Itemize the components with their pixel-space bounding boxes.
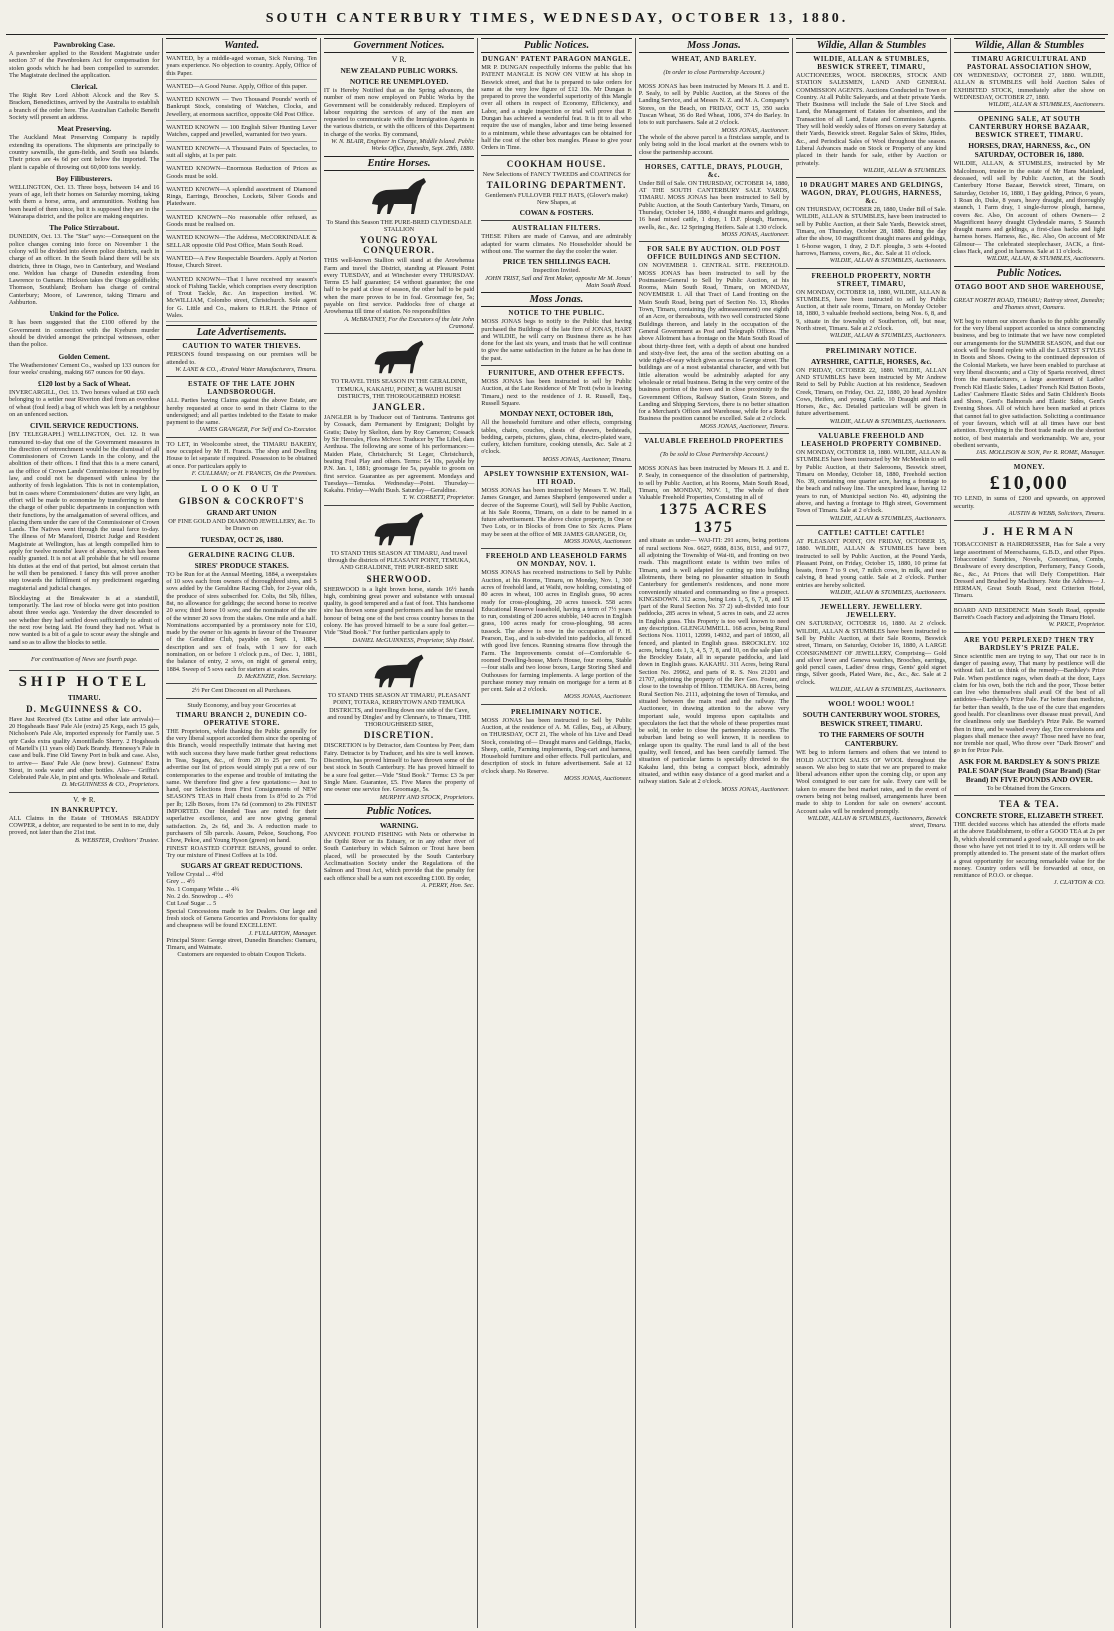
news-item-title: The Police Stirrabout. (49, 223, 120, 233)
warning-title: WARNING. (379, 820, 419, 830)
wool-ad (796, 700, 946, 829)
wanted-ad: WANTED KNOWN—The Address, McCORKINDALE & SELLAR opposite Old Post Office, Main South Road. (166, 234, 316, 252)
cattle-body: AT PLEASANT POINT, ON FRIDAY, OCTOBER 15, 1880. WILDIE, ALLAN & STUMBLES have been instructed to sell by Public Auction, at the Pound Yards, Pleasant Point, on Friday, October 15, 1880, 10 prime fat beasts, from 7 to 9 cwt, 7 milch cows, in milk, and near calving, 8 head young cattle. Sale at 2 o'clock. Further entries are hereby solicited. (796, 537, 947, 589)
farms-body: MOSS JONAS has received instructions to Sell by Public Auction, at his Rooms, Timaru, on Monday, Nov. 1, 300 acres of freehold land, at Waihi, now holding, consisting of 80 acres in wheat, 100 acres in English grass, 90 acres ready for cross-ploughing, 20 acres tussock. 558 acres Educational Reserve leasehold, having a term of 7½ years to run, consisting of 200 acres stubble, 140 acres in English grass, 100 acres ready for cross-ploughing, 98 acres tussock. The above is now in the occupation of P. H. Pearson, Esq., and is sub-divided into paddocks, all fenced with good live fences. Running streams flow through the Farm. The Improvements consist of—Comfortable 6-roomed Dwelling-house, Men's House, four rooms, Stable—four stalls and two loose boxes, Large Storing Shed and Outhouses for farming implements. A large portion of the purchase money may remain on mortgage for a term at 8 per cent. Sale at 2 o'clock. (481, 569, 632, 694)
news-item-body: The Auckland Meat Preserving Company is rapidly extending its operations. The shipments are principally to country sawmills, the gum-fields, and South sea Islands. Their prices are 4s 6d per cent below the imported. The plant is capable of throwing out 60,000 tons weekly. (9, 134, 160, 171)
otago-boot-ad (954, 283, 1105, 457)
filters-title: AUSTRALIAN FILTERS. (512, 224, 601, 233)
store-principal: Principal Store: George street, Dunedin Branches: Oamaru, Timaru, and Waimate. (166, 936, 317, 952)
cookham-title: COOKHAM HOUSE. (506, 158, 607, 169)
draught-ad (796, 181, 946, 264)
apsley-title: APSLEY TOWNSHIP EXTENSION, WAI-ITI ROAD. (483, 469, 630, 486)
columns (6, 38, 1108, 1628)
filters-price: PRICE TEN SHILLINGS EACH. (502, 257, 611, 267)
horse-illustration (367, 337, 431, 375)
sherwood-ad (324, 509, 474, 644)
news-item-body: WELLINGTON, Oct. 13. Three boys, between 14 and 16 years of age, left their homes on Saturday morning, taking with them a horse, arms, and ammunition. Nothing has been heard of them since, but it is supposed they are in the Wairarapa district, and the police are making enquiries. (9, 183, 160, 221)
cattle-sign: WILDIE, ALLAN & STUMBLES, Auctioneers. (829, 589, 947, 597)
north-street-sign: WILDIE, ALLAN & STUMBLES, Auctioneers. (829, 332, 947, 340)
masthead (6, 4, 1108, 35)
bardsley-ask: ASK FOR M. BARDSLEY & SON'S PRIZE PALE SOAP (Star Brand) (Star Brand) (Star Brand) IN FIVE POUNDS AND OVER. (958, 756, 1101, 784)
news-item-title: Clerical. (70, 82, 98, 92)
wanted-ad: WANTED KNOWN—A Thousand Pairs of Spectacles, to suit all sights, at 1s per pair. (166, 145, 316, 163)
ship-hotel-proprietor: D. McGUINNESS & CO. (26, 703, 143, 714)
money-ad (954, 463, 1105, 517)
news-item (9, 309, 159, 348)
news-item-title: Pawnbroking Case. (53, 40, 115, 49)
firm-ad (796, 55, 946, 174)
wheat-ad (639, 55, 789, 156)
sugar-price-line: Yellow Crystal ... 4½d (166, 871, 223, 879)
discretion-body: DISCRETION is by Detractor, dam Countess by Peer, dam Fairy. Detractor is by Traducer, and his sire is well known. Discretion, has proved himself to have thrown some of the best stock in South Canterbury. He has proved himself to be a sure foal getter.—Vide "Stud Book." Terms: £3 3s per Single Mare. Guarantee, £5. Five Mares the property of one owner one service fee. Groomage, 5s. (323, 742, 475, 794)
news-item (9, 223, 159, 306)
wanted-ad: WANTED—A Good Nurse. Apply, Office of this paper. (166, 83, 316, 93)
news-item (9, 379, 159, 418)
horse-illustration (367, 509, 431, 547)
farms-ad (481, 552, 631, 700)
ship-hotel-place: TIMARU. (67, 692, 101, 702)
horses-title: HORSES, CATTLE, DRAYS, PLOUGH, &c. (645, 162, 783, 179)
notice-body: MOSS JONAS begs to notify to the Public that having purchased the Buildings of the late firm of JONAS, HART and WILDIE, he will carry on Business there as he has done for the last six years, and trusts that he will continue to give the same satisfaction in the future as he has done in the past. (481, 318, 632, 362)
dungan-ad (481, 55, 631, 152)
gibson-sub: GRAND ART UNION (206, 508, 277, 518)
ayrshire-title: PRELIMINARY NOTICE. (825, 346, 917, 355)
section-heading-wanted: Wanted. (166, 38, 316, 53)
sherwood-name: SHERWOOD. (366, 573, 432, 584)
look-out-heading: LOOK OUT (201, 484, 283, 495)
firm-body: AUCTIONEERS, WOOL BROKERS, STOCK AND STATION SALESMEN, LAND AND GENERAL COMMISSION AGENTS. Auctions Conducted in Town or Country. At all Public Saleyards, and at their private Yards. Their Business will include the Sale of Live Stock and Land, the Management of Estates for absentees, and the Transaction of all Land, Estate and Commission Agents. They will hold weekly sales of Horses on every Saturday at their Yards, Beswick street. Regular Sales of Skins, Hides, &c., and Periodical Sales of Wool throughout the season. Liberal Advances made on Stock or Property of any kind placed in their hands for sale, either by Auction or privately. (796, 72, 947, 167)
bardsley-obtain: To be Obtained from the Grocers. (986, 784, 1072, 792)
news-item (9, 124, 159, 170)
news-item-body: It has been suggested that the £100 offered by the Government in connection with the Kyeburn murder should be divided amongst the principal witnesses, other than the police. (9, 319, 160, 349)
tea-sub: CONCRETE STORE, ELIZABETH STREET. (955, 811, 1104, 821)
north-street-title: FREEHOLD PROPERTY, NORTH STREET, TIMARU, (811, 271, 932, 288)
wanted-ad: WANTED KNOWN — Two Thousand Pounds' worth of Bankrupt Stock, consisting of Watches, Clocks, and Jewellery, at enormous sacrifice, opposite Old Post Office. (166, 96, 316, 121)
gibson-body: OF FINE GOLD AND DIAMOND JEWELLERY, &c. To be Drawn on (168, 518, 316, 533)
otago-sign: JAS. MOLLISON & SON, Per R. ROME, Manager. (975, 449, 1105, 457)
wheat-tail: The whole of the above parcel is a firstclass sample, and is only being sold in the local market at the owners wish to close the partnership account. (638, 133, 790, 156)
discretion-pre: TO STAND THIS SEASON AT TIMARU, PLEASANT POINT, TOTARA, KERRYTOWN AND TEMUKA DISTRICTS, and travelling down one side of the Cave, and round by Dingles' and by Clennan's, to Timaru, THE THOROUGHBRED SIRE, (327, 691, 471, 729)
conqueror-sign: A. McBRATNEY, For the Executors of the late John Cramond. (344, 315, 475, 330)
vr-crest: V. ⚜ R. (73, 795, 96, 804)
opening-body: WILDIE, ALLAN, & STUMBLES, instructed by Mr Malcolmson, trustee in the estate of Mr Hans Mainland, deceased, will sell by Public Auction, at the South Canterbury Horse Bazaar, Beswick street, Timaru, on Saturday, October 16, 1880, 1 Bay gelding, Prince, 6 years, 1 Roan do, Duke, 8 years, heavy draught, and thoroughly staunch, 1 Farm dray, 1 single-furrow plough, harness, covers &c. Also, On account of others Owners— 2 Magnificent heavy draught Clydesdale mares, 5 Staunch draught mares and geldings, a first-class hacks and light harness horses. Harness, &c., &c. Also, On account of Mr Gilmour— The celebrated steeplechaser, JACK, a first-class Hack, and good in harness. Sale at 11 o'clock. (953, 160, 1105, 256)
conqueror-pre: To Stand this Season THE PURE-BRED CLYDESDALE STALLION (326, 218, 472, 233)
valuable-title: VALUABLE FREEHOLD PROPERTIES (644, 437, 784, 446)
works-body: IT is Hereby Notified that as the Spring advances, the number of men now employed on Public Works by the Government will be considerably reduced. Employers of labour requiring the services of any of the men are requested to communicate with the Immigration Agents in the various districts, or with the officers of this Department in charge of the works. By command, (323, 87, 475, 138)
geraldine-sub: SIRES' PRODUCE STAKES. (194, 560, 289, 570)
tea-body: THE decided success which has attended the efforts made at the above Establishment, to offer a GOOD TEA at 2s per lb, which should command a good sale, encourage us to ask those who have yet not tried it to try it. All orders will be promptly attended to. The present state of the market offers a great opportunity for securing remarkable value for the money. Country orders will be forwarded at once, on remittance of P.O.O. or cheque. (953, 821, 1105, 880)
geraldine-sign: D. McKENZIE, Hon. Secretary. (237, 672, 317, 680)
warning-sign: A. PERRY, Hon. Sec. (421, 881, 475, 889)
news-item (9, 40, 159, 79)
filters-sign: JOHN TRIST, Sail and Tent Maker, opposite Mr M. Jonas' Main South Road. (485, 274, 632, 289)
valuable-body: MOSS JONAS has been instructed by Messrs H. J. and E. P. Sealy, in consequence of the dissolution of partnership, to sell by Public Auction, at his Rooms, Main South Road, Timaru, on MONDAY, NOV. 1, The whole of their Valuable Freehold Properties, Consisting in all of (638, 464, 790, 502)
horses-body: Under Bill of Sale. ON THURSDAY, OCTOBER 14, 1880, AT THE SOUTH CANTERBURY SALE YARDS, TIMARU. MOSS JONAS has been instructed to Sell by Public Auction, at the South Canterbury Yards, Timaru, on Thursday, October 14, 1880, 4 draught mares and geldings, 16 head mixed cattle, 1 dray, 1 D.F. plough, Harness, swells, &c., &c. 12 Springing Heifers. Sale at 1.30 o'clock. (638, 179, 790, 231)
news-item (9, 595, 159, 646)
caution-ad (166, 342, 316, 373)
horses-sign: MOSS JONAS, Auctioneer. (721, 230, 790, 238)
albury-sign: MOSS JONAS, Auctioneer. (563, 775, 632, 783)
cookham-sign: COWAN & FOSTERS. (519, 208, 594, 218)
news-item-body: A pawnbroker applied to the Resident Magistrate under section 37 of the Pawnbrokers Act for compensation for stolen goods which he had been compelled to surrender. The Magistrate declined the application. (9, 50, 160, 79)
furniture-body2: All the household furniture and other effects, comprising tables, chairs, couches, chests of drawers, bedsteads, bedding, carpets, pictures, glass, china, electro-plated ware, cutlery, kitchen furniture, cooking utensils, &c. Sale at 2 o'clock. (481, 419, 632, 456)
firm-title: WILDIE, ALLAN & STUMBLES, BESWICK STREET, TIMARU, (813, 55, 930, 71)
valuable-sign: MOSS JONAS, Auctioneer. (721, 785, 790, 793)
otago-title: OTAGO BOOT AND SHOE WAREHOUSE, (954, 282, 1104, 291)
public-works-notice (324, 66, 474, 153)
warning-body: ANYONE FOUND FISHING with Nets or otherwise in the Opihi River or its Estuary, or in any other river of South Canterbury in which Salmon or Trout have been placed, will be prosecuted by the South Canterbury Acclimatisation Society under the Regulations of the Salmon and Trout Act, which provide that the penalty for each offence shall be a sum not exceeding £100. By order, (323, 830, 475, 882)
gibson-date: TUESDAY, OCT 26, 1880. (200, 534, 284, 544)
news-item (9, 174, 159, 220)
filters-inspect: Inspection Invited. (532, 267, 581, 275)
furniture-ad (481, 369, 631, 463)
cattle-ad (796, 529, 946, 596)
sugar-price-line: Cut Loaf Sugar ... 5 (166, 900, 217, 908)
column-7 (951, 38, 1108, 1628)
wanted-ad: WANTED—A Few Respectable Boarders. Apply at Norton House, Church Street. (166, 255, 316, 273)
store-body: THE Proprietors, while thanking the Public generally for the very liberal support accorded them since the opening of this Branch, would respectfully intimate that having met with such success they have made further great reductions in Teas, Sugars, &c., of from 20 to 25 per cent. To advertise our list of prices would simply put a rew of our contemporaries to the expense and trouble of imitating the same. We therefore find give a few quotations:— Just to hand, our Selections from First Consignments of NEW SEASON'S TEAS in Half chests from 1s 8½d to 2s 7½d per lb; 12lb Boxes, from 17s 6d (common) to 29s FINEST IMPORTED. Our blended Teas are noted for their superlative excellence, and are now giving general satisfaction. 2s, 2s 6d, and 3s. A reduction made to purchasers of 5lb parcels. Assam, Pekoe, Souchong, Foo Chow, Pekoe, and Young Hyson (green) on hand. (166, 727, 317, 845)
estate-sign: JAMES GRANGER, For Self and Co-Executor. (198, 426, 317, 434)
opening-title: OPENING SALE, AT SOUTH CANTERBURY HORSE BAZAAR, BESWICK STREET, TIMARU. (969, 115, 1090, 140)
news-item-title: £120 lost by a Sack of Wheat. (37, 379, 131, 389)
news-item-title: Boy Filibusterers. (56, 173, 113, 183)
store-sign: J. FULLARTON, Manager. (248, 929, 317, 937)
estate-ad (166, 380, 316, 433)
draught-title: 10 DRAUGHT MARES AND GELDINGS, WAGON, DRAY, PLOUGHS, HARNESS, &c. (799, 181, 944, 206)
north-street-body: ON MONDAY, OCTOBER 18, 1880, WILDIE, ALLAN & STUMBLES, have been instructed to sell by Public Auction, at their sale rooms, Timaru, on Monday October 18, 1880, 3 valuable freehold sections, being Nos. 6, 8, and 9, situate in the township of Southerton, off, but near, North street, Timaru. Sale at 2 o'clock. (796, 288, 947, 333)
section-heading-public: Public Notices. (954, 266, 1105, 281)
sugar-price-line: No. 2 do. Snowdrop ... 4½ (166, 893, 234, 901)
section-heading-moss-jonas: Moss Jonas. (639, 38, 789, 53)
apsley-sign: MOSS JONAS, Auctioneer. (563, 538, 632, 546)
geraldine-body: TO be Run for at the Annual Meeting, 1884, a sweepstakes of 10 sovs each from owners of thoroughbred sires, and 5 sovs added by the Geraldine Racing Club, for 2-year olds, the produce of sires subscribed for. Colts, 8st 5lb, fillies, 8st, no allowance for geldings; the second horse to receive 20 sovs; third horse 10 sovs; and the nominator of the sire of the winner 20 sovs from the stakes. One mile and a half. Nominations accompanied by a promissory note for £10, made by the owner or his agents in favour of the Treasurer of the Geraldine Club, payable on Sept. 1, 1884, description and sex of foals, with 1 sov for each nomination, on or before 1 o'clock p.m., of Dec. 1, 1881, the balance of entry, 2 sovs, on night of general entry, 1884. Sweep of 5 sovs each for starters at scales. (166, 570, 317, 673)
show-sign: WILDIE, ALLAN & STUMBLES, Auctioneers. (988, 101, 1105, 109)
opening-sign: WILDIE, ALLAN, & STUMBLES, Auctioneers. (986, 255, 1105, 263)
geraldine-title: GERALDINE RACING CLUB. (188, 550, 295, 559)
news-item (9, 352, 159, 377)
study-line: Study Economy, and buy your Groceries at (187, 701, 296, 709)
tea-title: TEA & TEA. (998, 799, 1060, 810)
acres-figure: 1375 ACRES 1375 (659, 501, 769, 537)
news-item-title: CIVIL SERVICE REDUCTIONS. (30, 421, 139, 431)
warning-notice (324, 821, 474, 889)
valuable-freehold-ad (639, 437, 789, 793)
news-item-title: Golden Cement. (58, 351, 110, 361)
sherwood-pre: TO STAND THIS SEASON AT TIMARU, And travel through the districts of PLEASANT POINT, TEMUKA, AND GERALDINE, THE PURE-BRED SIRE (328, 549, 471, 572)
leasehold-body: ON MONDAY, OCTOBER 18, 1880. WILDIE, ALLAN & STUMBLES have been instructed by Mr McMeekin to sell by Public Auction, at their Salerooms, Beswick street, Timaru on Monday, October 18, 1880, Freehold section No. 39, containing one quarter acre, having a frontage to the beach and railway line. The unexpired lease, having 12 years to run, of Municipal section No. 40, adjoining the above, and having a frontage to High street, Government Town of Timaru. Sale at 2 o'clock. (796, 448, 947, 515)
sugar-price-line: Grey ... 4½ (166, 878, 195, 886)
vr-crest: V R. (391, 55, 407, 64)
show-title: TIMARU AGRICULTURAL AND PASTORAL ASSOCIATION SHOW, (966, 55, 1092, 71)
albury-title: PRELIMINARY NOTICE. (510, 707, 602, 716)
horse-illustration (364, 174, 434, 216)
jewellery-ad (796, 603, 946, 693)
jangler-body: JANGLER is by Traducer out of Tantrums. Tantrums got by Cossack, dam Permanent by Emigrant; Dolight by Gratis; Daisy by Skelton, dam by Roy Cameron; Cossack by Sir Hercules, Flora McIvor. Traducer by The Libel, dam Arethusa. The following are some of his performances:—Maiden Plate, Christchurch; St Leger, Christchurch, beating Foul Play and others. Terms: £4 10s, payable by P.N. Jan. 1, 1881; groomage fee 5s, payable to groom on first service. Guarantee as per agreement. Mondays and Tuesdays—Temuka. Wednesday—Point. Thursday—Kakahu. Friday—Waihi Bush. Saturday—Geraldine. (323, 414, 475, 495)
wanted-ad: WANTED KNOWN—That I have received my season's stock of Fishing Tackle, which comprises every description of Trout Tackle, &c. An inspection invited. W. McWILLIAM, Colombo street, Christchurch. Sole agent for G. Little and Co., makers to H.R.H. the Prince of Wales. (166, 276, 316, 323)
conqueror-body: THIS well-known Stallion will stand at the Arowhenua Farm and travel the District, standing at Pleasant Point every TUESDAY, and at Winchester every THURSDAY. Terms £5 half guarantee; £4 without guarantee; the one half to be paid at close of season, the other half to be paid when the mare proves to be in foal. Groomage fee, 5s; payable on first service. Paddocks free of charge at Arowhenua till time of station. No responsibilities (323, 257, 475, 316)
wheat-sub: (In order to close Partnership Account.) (663, 69, 765, 77)
board-sign: W. PRICE, Proprietor. (1048, 621, 1105, 629)
jangler-ad (324, 337, 474, 501)
sugar-price-line: No. 1 Company White ... 4¾ (166, 885, 240, 893)
news-item (9, 421, 159, 592)
section-heading-public: Public Notices. (324, 804, 474, 819)
news-item-body: Blocklaying at the Breakwater is at a standstill, temporarily. The last row of blocks were got into position about three weeks ago. Yesterday the diver descended to see whether they had settled down sufficiently to admit of the next row being laid. He found they had not. What is now wanted is a bit of a gale to scour away the shingle and sand so as to allow the blocks to settle. (9, 594, 160, 646)
news-item-body: The Weatherstones' Cement Co., washed up 133 ounces for four weeks' crushing, making 667 ounces for 90 days. (9, 361, 160, 376)
money-amount: £10,000 (989, 472, 1069, 495)
wanted-ad: WANTED KNOWN—Enormous Reduction of Prices as Goods must be sold. (166, 165, 316, 183)
otago-body: WE beg to return our sincere thanks to the public generally for the very liberal support accorded us since commencing business, and beg to intimate that we have now completed our arrangements for the SUMMER SEASON, and that our stock will be found replete with all the LATEST STYLES in Boots and Shoes. Owing to the continued depression of the Colonial Markets, we have been enabled to purchase at very liberal discounts; and a City of Sparta received, direct from the manufacturers, a large assortment of Ladies' French Kid Elastic Sides, Ladies' French Kid Button Boots, Ladies' Cashmere Elastic Sides and Satin Children's Boots and Shoes, Gent's Balmorals and Elastic Sides, Gent's Evening Shoes. All of which have been marked at prices that cannot fail to give satisfaction. Soliciting a continuance of your favours, which will at all times have our best attention. Everything in the Boot trade made on the shortest notice, of best materials and workmanship. We are, your obedient servants, (953, 317, 1105, 449)
albury-ad (481, 708, 631, 783)
section-heading-moss-jonas: Moss Jonas. (481, 292, 631, 307)
tea-ad (954, 799, 1105, 887)
ayrshire-ad (796, 347, 946, 425)
otago-sub: GREAT NORTH ROAD, TIMARU; Rattray street, Dunedin; and Thames street, Oamaru. (953, 296, 1105, 312)
opening-sub: HORSES, DRAY, HARNESS, &c., ON SATURDAY, OCTOBER 16, 1880. (968, 141, 1091, 160)
money-title: MONEY. (1013, 463, 1045, 472)
wool-title: WOOL! WOOL! WOOL! (828, 700, 915, 709)
jangler-pre: TO TRAVEL THIS SEASON IN THE GERALDINE, TEMUKA, KAKAHU, POINT, & WAIHI BUSH DISTRICTS, THE THOROUGHBRED HORSE (330, 378, 468, 400)
tea-sign: J. CLAYTON & CO. (1053, 879, 1105, 887)
store-coffee: FINEST ROASTED COFFEE BEANS, ground to order. Try our mixture of Finest Coffees at 1s 10d. (166, 844, 317, 859)
ayrshire-body: ON FRIDAY, OCTOBER 22, 1880. WILDIE, ALLAN AND STUMBLES have been instructed by Mr Andrew Reid to Sell by Public Auction at his residence, Seadown Creek, Timaru, on Friday, Oct. 22, 1880, 20 head Ayrshire Cows, Heifers, and young Cattle. 10 Draught and Hack Horses, &c., &c. Detailed particulars will be given in future advertisement. (796, 366, 947, 418)
discount-line: 2½ Per Cent Discount on all Purchases. (191, 687, 292, 695)
works-sub: NOTICE RE UNEMPLOYED. (349, 77, 449, 86)
wool-sub: SOUTH CANTERBURY WOOL STORES, BESWICK STREET, TIMARU. (802, 710, 940, 729)
sugars-title: SUGARS AT GREAT REDUCTIONS. (180, 861, 303, 871)
horses-ad (639, 163, 789, 238)
notice-ad (481, 309, 631, 362)
ship-hotel-sign: D. McGUINNESS & CO., Proprietors. (61, 781, 160, 789)
ship-hotel-ad (9, 674, 159, 789)
valuable-sub: (To be sold to Close Partnership Account.) (660, 451, 768, 459)
filters-body: THESE Filters are made of Canvas, and are admirably adapted for warm climates. No Householder should be without one. The warmer the day the cooler the water. (481, 233, 632, 256)
gibson-title: GIBSON & COCKROFT'S (178, 496, 305, 507)
ayrshire-sub: AYRSHIRE, CATTLE, HORSES, &c. (811, 356, 932, 366)
cookham-body: New Selections of FANCY TWEEDS and COATINGS for (482, 170, 631, 178)
herman-body: TOBACCONIST & HAIRDRESSER, Has for Sale a very large assortment of Meerschaums, G.B.D., and other Pipes. Tobacconists' Sundries, Novels, Concertinas, Combs, Brushware of every description, Perfumery, Fancy Goods, &c., &c., At Prices that will Defy Competition. Hair Dressed and Brushed by Machinery. Note the Address— J. HERMAN, Great South Road, next Criterion Hotel, Timaru. (953, 541, 1105, 600)
section-heading-wildie: Wildie, Allan & Stumbles (954, 38, 1105, 53)
dungan-body: MR P. DUNGAN respectfully informs the public that his PATENT MANGLE IS NOW ON VIEW at his shop in Beswick street, and that he is prepared to take orders for same at the very low figure of £12 10s. Mr Dungan is prepared to prove the wonderful superiority of this Mangle over all others in respect of Economy, Efficiency, and Labor, and a single inspection or trial will prove that P. Dungan has achieved a wonderful feat. It is fit to all who require the use of mangles, labor and time being lessened to a minimum, while these advantages can be obtained for half the cost of the other box mangles. Please to give your Orders in Time. (481, 64, 632, 152)
column-4 (478, 38, 635, 1628)
caution-sign: W. LANE & CO., Ærated Water Manufacturers, Timaru. (175, 365, 317, 373)
conqueror-ad (324, 174, 474, 331)
wanted-ad: WANTED KNOWN—A splendid assortment of Diamond Rings, Earrings, Brooches, Lockets, Silver Goods and Platedware. (166, 186, 316, 211)
store-coupon: Customers are requested to obtain Coupon Tickets. (177, 951, 306, 959)
opening-sale-ad (954, 115, 1105, 262)
jangler-name: JANGLER. (372, 402, 426, 413)
caution-body: PERSONS found trespassing on our premises will be attended to. (166, 351, 317, 366)
bankruptcy-sign: B. WEBSTER, Creditors' Trustee. (75, 836, 160, 844)
board-ad (954, 607, 1105, 629)
wanted-list (166, 55, 316, 322)
farms-title: FREEHOLD AND LEASEHOLD FARMS ON MONDAY, NOV. 1. (485, 552, 628, 569)
sherwood-body: SHERWOOD is a light brown horse, stands 16½ hands high, combining great power and substance with unusual quality, is good tempered and a fast of foot. This handsome sire has thrown some grand performers and has the unusual honour of being one of the best cross country horses in the colony. He has proved himself to be a sure foal getter.—Vide "Stud Book." For further particulars apply to (323, 585, 475, 637)
ship-hotel-body: Have Just Received (Ex Lutine and other late arrivals)— 20 Hogsheads Bass' Pale Ale (extra) 25 Kegs, each 15 gals, Nicholson's Pale Ale, imported expressly for Family use. 5 qrtr Casks extra quality Amontillado Sherry. 2 Hogsheads of Martell's (11 years old) Dark Brandy. Hennessy's Pale in case and bulk. Fine Old Tawny Port in bulk and case. Also, to arrive— Bass' Pale Ale (new brew). Guinness' Extra Stout, in soda water and other bottles. Also— Griffin's Celebrated Pale Ale, in pint and qrts. Wholesale and Retail. (9, 715, 160, 782)
leasehold-title: VALUABLE FREEHOLD AND LEASEHOLD PROPERTY COMBINED. (801, 431, 942, 448)
to-let-sign: F. CULLMAN; or H. FRANCIS, On the Premises. (191, 469, 317, 477)
draught-sign: WILDIE, ALLAN & STUMBLES, Auctioneers. (829, 257, 947, 265)
column-6 (793, 38, 950, 1628)
filters-ad (481, 224, 631, 289)
to-let-ad (166, 441, 316, 477)
section-heading-late: Late Advertisements. (166, 325, 316, 340)
section-heading-wildie: Wildie, Allan & Stumbles (796, 38, 946, 53)
jewellery-body: ON SATURDAY, OCTOBER 16, 1880. At 2 o'clock. WILDIE, ALLAN & STUMBLES have been instructed to Sell by Public Auction, at their Sale Rooms, Beswick street, Timaru, on Saturday, October 16, 1880, A LARGE CONSIGNMENT OF JEWELLERY, Comprising— Gold and silver lever and Geneva watches, Brooches, earrings, gold pencil cases, Ladies' dress rings, Gents' gold signet rings, Silver goods, Plated Ware, &c., &c., &c. Sale at 2 o'clock. (796, 620, 947, 686)
herman-title: J. HERMAN (982, 524, 1077, 539)
section-heading-entire-horses: Entire Horses. (324, 156, 474, 171)
bankruptcy-title: IN BANKRUPTCY. (50, 805, 118, 814)
notice-title: NOTICE TO THE PUBLIC. (508, 309, 605, 318)
furniture-date: MONDAY NEXT, OCTOBER 18th, (499, 409, 614, 419)
cookham-body2: Gentlemen's FULLOVER FELT HATS, (Glover's make) New Shapes, at (485, 191, 628, 207)
news-item-body: DUNEDIN, Oct. 13. The "Star" says:—Consequent on the police changes coming into force on November 1 the colony will be divided into eleven police districts, each in charge of an officer. In the South Island there will be six districts, three in Otago, two in Canterbury, and Westland one. Weldon has charge of Dunedin extending from Lawrence to Oamaru. Hickson takes the Otago goldfields; Thomson, Southland; Broham has charge of central Canterbury; Moore, of Lawrence, taking Timaru and Ashburton. (9, 233, 160, 307)
wheat-title: WHEAT, AND BARLEY. (671, 55, 757, 63)
works-title: NEW ZEALAND PUBLIC WORKS. (340, 66, 458, 75)
section-heading-government: Government Notices. (324, 38, 474, 53)
money-sign: AUSTIN & WEBB, Solicitors, Timaru. (1008, 510, 1105, 518)
bardsley-ad (954, 636, 1105, 792)
caution-title: CAUTION TO WATER THIEVES. (182, 342, 301, 351)
post-office-title: FOR SALE BY AUCTION. OLD POST OFFICE BUILDINGS AND SECTION. (647, 245, 781, 262)
farms-sign: MOSS JONAS, Auctioneer. (563, 693, 632, 701)
sugars-list (166, 871, 316, 907)
news-item-body: INVERCARGILL, Oct. 13. Two horses valued at £60 each belonging to a settler near Riverton died from an overdose of wheat (foul feed) a bag of which was left by a neighbour on an unfenced section. (9, 389, 160, 418)
news-item-body: The Right Rev Lord Abbott Alcock and the Rev S. Bracken, Benedictines, arrived by the Australia to establish a branch of the order here. The Australian Catholic Benefit Society will present an address. (9, 92, 160, 122)
herman-ad (954, 524, 1105, 599)
bardsley-body: Since scientific men are trying to say, That our race is in danger of passing away, That many by pestilence will die without fail. Let us think of the remedy—Bardsley's Prize Pale. When pestilence rages, when death at the door, Lays claim for his own, both the rich and the poor, Those better can live who themselves shall avail Of the best of all antidotes—Bardsley's Prize Pale. Far better than medicine, far better than wealth, Is the use of the cure that engenders good health. For cleanliness over disease must prevail, And for cleanliness only use Bardsley's Prize Pale. Be warned then in time, and be washed every day, Ere convulsions and plagues shall menace thee away? Those need have no fear, nor tremble nor quail, Who throw over "Dark Brown" and go in for Prize Pale. (953, 652, 1105, 755)
bankruptcy-notice (9, 806, 159, 844)
apsley-body: MOSS JONAS has been instructed by Messrs T. W. Hall, James Granger, and James Shepherd (empowered under a decree of the Supreme Court), will Sell by Public Auction, at his Sale Rooms, Timaru, on a date to be named in a future advertisement. The above choice property, in One or Two Lots, or in Blocks of from One to Six Acres. Plans may be seen at the office of MR JAMES GRANGER, Or, (481, 486, 632, 538)
firm-sign: WILDIE, ALLAN & STUMBLES. (862, 166, 947, 174)
masthead-title: SOUTH CANTERBURY TIMES, WEDNESDAY, OCTOBER 13, 1880. (265, 11, 849, 26)
post-office-ad (639, 245, 789, 430)
wool-sub2: TO THE FARMERS OF SOUTH CANTERBURY. (818, 730, 924, 749)
continuation-note: For continuation of News see fourth page. (30, 656, 138, 664)
jewellery-title: JEWELLERY. JEWELLERY. JEWELLERY. (820, 603, 923, 620)
jewellery-sign: WILDIE, ALLAN & STUMBLES, Auctioneers. (829, 686, 947, 693)
cooperative-store-ad (166, 711, 316, 959)
column-3 (321, 38, 478, 1628)
ayrshire-sign: WILDIE, ALLAN & STUMBLES, Auctioneers. (829, 417, 947, 425)
discretion-name: DISCRETION. (363, 730, 435, 741)
leasehold-sign: WILDIE, ALLAN & STUMBLES, Auctioneers. (829, 514, 947, 522)
cattle-title: CATTLE! CATTLE! CATTLE! (817, 528, 925, 537)
apsley-ad (481, 470, 631, 545)
store-tail: Special Concessions made to Ice Dealers. Our large and fresh stock of Genera Groceries and Provisions for quality and cheapness will be found EXCELLENT. (166, 907, 317, 930)
news-item-body: [BY TELEGRAPH.] WELLINGTON, Oct. 12. It was rumoured to-day that one of the Government measures in the direction of retrenchment would be the dismissal of all Commissioners of Crown Lands in the colony, and the abolition of their offices. I find that this is a mere canard, as the office of Crown Lands' Commissioner is required by law, and could not be dispensed with unless by the authority of fresh legislation. This is not in contemplation, but in cases where Commissioners' duties are very light, an effort will be made to economise by transferring to them the charge of other public departments in conjunction with their functions, by the amalgamation of several offices, and placing them under the care of the Commissioner of Crown Lands. The Natives went through the usual farce to-day. The illness of Mr Mansford, District Judge and Resident Magistrate at Wellington, has at length compelled him to apply for twelve months' leave of absence, which has been readily granted. It is not at all probable that he will resume his duties at the end of that period, but almost certain that he will then be pensioned. I fancy this will prove another step towards the fulfilment of my predictment regarding magisterial and judicial changes. (9, 431, 160, 592)
column-5 (636, 38, 793, 1628)
section-heading-public: Public Notices. (481, 38, 631, 53)
works-sign: W. N. BLAIR, Engineer in Charge, Middle Island. Public Works Office, Dunedin, Sept. 28th, 1880. (331, 138, 475, 153)
furniture-title: FURNITURE, AND OTHER EFFECTS. (488, 369, 625, 378)
discretion-sign: MURPHY AND STOCK, Proprietors. (379, 793, 475, 801)
conqueror-name: YOUNG ROYAL CONQUEROR. (359, 235, 439, 256)
wheat-body: MOSS JONAS has been instructed by Messrs H. J. and E. P. Sealy, to sell by Public Auction, at the Stores of the Landing Service, and at Messrs N. Z. and M. A. Company's Stores, on the Beach, on FRIDAY, OCT 15, 350 sacks Tuscan Wheat, 36 do Red Wheat, 1006, 374 do Barley. In lots to suit purchasers. Sale at 2 o'clock. (638, 82, 790, 127)
wool-body: WE beg to inform farmers and others that we intend to HOLD AUCTION SALES OF WOOL throughout the season. We also beg to state that we are prepared to make liberal advances either upon the coming clip, or upon any Wool consigned to our care for sale. Every care will be taken to ensure the best market rates, and in the event of owners being not being realised, arrangements have been made to ship to London for sale on owners' account. Account sales will be rendered promptly. (796, 749, 947, 815)
wanted-ad: WANTED KNOWN—No reasonable offer refused, as Goods must be realised on. (166, 214, 316, 232)
cookham-ad (481, 159, 631, 218)
estate-body: ALL Parties having Claims against the above Estate, are hereby requested at once to send in their Claims to the undersigned; and all parties indebted to the Estate to make payment to the same. (166, 397, 317, 427)
show-ad (954, 55, 1105, 108)
geraldine-ad (166, 551, 316, 680)
albury-body: MOSS JONAS has been instructed to Sell by Public Auction, at the residence of A. M. Gilles, Esq., at Albury, on THURSDAY, OCT 21, The whole of his Live and Dead Stock, consisting of— Draught mares and Geldings, Hacks, Sheep, cattle, Farming implements, Dog-cart and harness, Household furniture and other effects. Full particulars, and description of stock in future advertisement. Sale at 12 o'clock sharp. No Reserve. (481, 716, 632, 775)
valuable-body2: and situate as under— WAI-ITI: 291 acres, being portions of rural sections Nos. 6627, 6688, 8136, 8151, and 9177, all adjoining the Township of Wai-iti, and fronting on two roads. This magnificent estate is within two miles of Timaru, and is well adapted for cutting up into building allotments, there being no pleasanter situation in South Canterbury for gentlemen's residences, and none more conveniently situated and commanding so fine a prospect. KINGSDOWN. 312 acres, being Lots 1, 5, 6, 7, 8, and 15 (part of the Rural Section No. 37 2) sub-divided into four paddocks, 285 acres in wheat, 5 acres in oats, and 22 acres in English grass. This Property is too well known to need any description. GLENGUMMELL. 168 acres, being Rural Sections Nos. 11011, 12099, 14932, and part of 18930, all fenced, and planted in English grass. BROCKLEY. 102 acres, being Lots 1, 3, 4, 5, 7, 8, and 10, on the sale plan of the Brockley Estate, all in separate paddocks, and laid down in English grass. KAKAHU. 311 Acres, being Rural Section No. 29962, and parts of R. S. Nos 21201 and 21707, adjoining the property of the Rev Geo. Foster, and close to the township of Hilton. TEMUKA. 88 Acres, being Rural Section No. 2111, adjoining the town of Temuka, and situated between the main road and the railway. The Auctioneer, in drawing attention to the above very important sale, would impress upon capitalists and speculators the fact that the whole of these properties must be sold, in order to close the partnership accounts. The suburban land being so well known, it is needless to enlarge upon its quality. The rural land is all of the best quality, well fenced, and has been carefully farmed. The situation of particular farms is specially directed to the Kakahu land, this being a compact block, admirably situated, and within easy distance of a good market and a railway station. Sale at 2 o'clock. (638, 537, 790, 786)
news-item (9, 82, 159, 121)
gibson-ad (166, 484, 316, 544)
board-body: BOARD AND RESIDENCE Main South Road, opposite Barrett's Coach Factory and adjoining the Timaru Hotel. (953, 606, 1105, 622)
dungan-title: DUNGAN' PATENT PARAGON MANGLE. (482, 55, 631, 63)
money-body: TO LEND, in sums of £200 and upwards, on approved security. (953, 495, 1105, 510)
leasehold-ad (796, 432, 946, 522)
to-let-body: TO LET, in Woolcombe street, the TIMARU BAKERY, now occupied by Mr H. Francis. The shop and Dwelling House to let separate if required. Possession to be obtained at once. For particulars apply to (166, 440, 317, 470)
draught-body: ON THURSDAY, OCTOBER 28, 1880, Under Bill of Sale. WILDIE, ALLAN & STUMBLES, have been instructed to sell by Public Auction, at their Sale Yards, Beswick street, Timaru, on Thursday, October 28, 1880. Being the day after the show, 10 magnificent draught mares and geldings, 1 6-horse wagon, 1 dray, 2 D.F. ploughs, 3 sets 4-footed harrows, Harness, covers, &c., &c. Sale at 11 o'clock. (796, 206, 947, 257)
cookham-dept: TAILORING DEPARTMENT. (486, 179, 627, 190)
bankruptcy-body: ALL Claims in the Estate of THOMAS BRADDY COWPER, a debtor, are requested to be sent in to me, duly proved, not later than the 21st inst. (9, 814, 160, 837)
estate-title: ESTATE OF THE LATE JOHN LANDSBOROUGH. (188, 380, 296, 397)
furniture-body: MOSS JONAS has been instructed to sell by Public Auction, at the Late Residence of Mr Trott (who is leaving Timaru,) next to the residence of J. R. Russell, Esq., Russell Square. (481, 378, 632, 407)
sherwood-sign: DANIEL McGUINNESS, Proprietor, Ship Hotel. (352, 636, 475, 644)
post-office-sign: MOSS JONAS, Auctioneer, Timaru. (700, 422, 790, 430)
news-item-title: Unkind for the Police. (49, 309, 119, 319)
north-street-ad (796, 272, 946, 340)
ship-hotel-title: SHIP HOTEL (18, 673, 150, 690)
wanted-ad: WANTED KNOWN — 100 English Silver Hunting Lever Watches, capped and jewelled, warranted for two years. (166, 124, 316, 142)
horse-illustration (367, 651, 431, 689)
jangler-sign: T. W. CORBETT, Proprietor. (402, 494, 475, 502)
furniture-sign: MOSS JONAS, Auctioneer, Timaru. (542, 455, 632, 463)
wheat-sign: MOSS JONAS, Auctioneer. (721, 126, 790, 134)
store-title: TIMARU BRANCH 2, DUNEDIN CO-OPERATIVE STORE. (176, 710, 308, 727)
bardsley-title: ARE YOU PERPLEXED? THEN TRY BARDSLEY'S PRIZE PALE. (963, 635, 1095, 652)
news-item-title: Meat Preserving. (57, 124, 112, 134)
column-1 (6, 38, 163, 1628)
wanted-ad: WANTED, by a middle-aged woman, Sick Nursing. Ten years experience. No objection to country. Apply, Office of this Paper. (166, 55, 316, 80)
column-2 (163, 38, 320, 1628)
post-office-body: ON NOVEMBER 1. CENTRAL SITE. FREEHOLD. MOSS JONAS has been instructed to sell by the Postmaster-General to Sell by Public Auction, at his Rooms, Main South Road, Timaru, on MONDAY, NOVEMBER 1. All that Tract of Land fronting on the Main South Road, being part of Section No. 13, Rhodes Town, Timaru, containing (by admeasurement) one eighth of an Acre, or thereabouts, with two well constructed Stone Buildings thereon, and lately in the occupation of the General Government as Post and Telegraph Offices. The above Allotment has a frontage on the Main South Road of about thirty-three feet, with a depth of about one hundred and sixty-five feet, the area of the section abutting on a wide right-of-way which gives access to George street. The buildings are of a most substantial character, and with but little alteration would be admirably adapted for any wholesale or retail business. Being in the very centre of the business portion of the town and in close proximity to the Government Offices, Railway Station, Grain Stores, and Landing and Shipping Services, there is no better situation for a Merchant's Offices and Warehouse, while for a Retail Business the position cannot be excelled. Sale at 2 o'clock. (638, 262, 790, 423)
wool-sign: WILDIE, ALLAN & STUMBLES, Auctioneers, Beswick street, Timaru. (807, 814, 947, 830)
news-items (9, 40, 159, 646)
discretion-ad (324, 651, 474, 801)
show-body: ON WEDNESDAY, OCTOBER 27, 1880. WILDIE, ALLAN & STUMBLES will hold Auction Sales of EXHIBITED STOCK, immediately after the show on WEDNESDAY, OCTOBER 27, 1880. (953, 72, 1105, 101)
